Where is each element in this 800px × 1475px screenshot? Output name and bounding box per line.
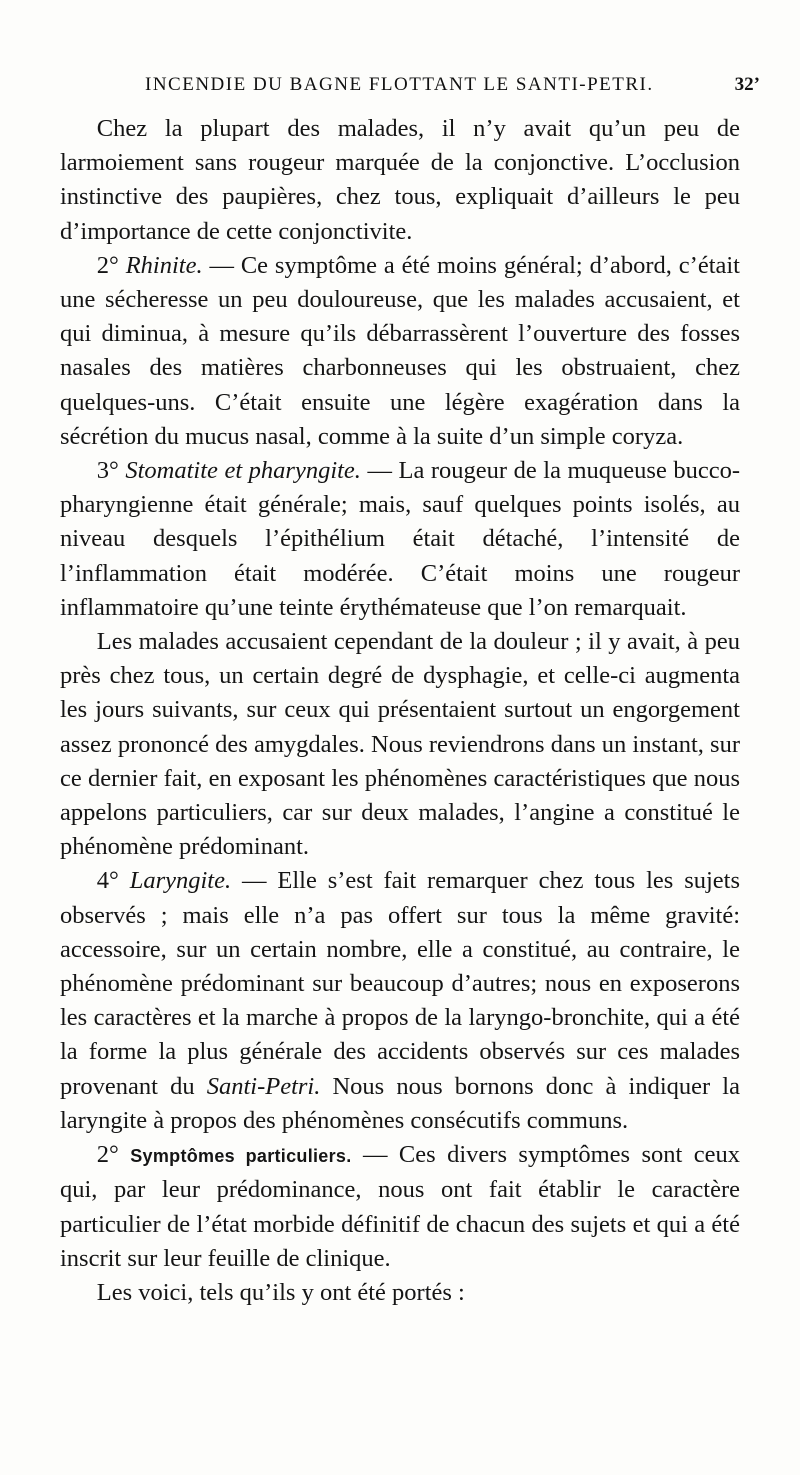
section-title: Stomatite et pharyngite. xyxy=(125,457,361,485)
paragraph-laryngite xyxy=(60,864,740,1138)
paragraph-text: Les malades accusaient cependant de la douleur ; il y avait, à peu près chez tous, un certain degré de dysphagie, et celle-ci augmenta les jours suivants, sur ceux qui présentaient surtout un engorgement assez prononcé des amygdales. Nous reviendrons dans un instant, sur ce dernier fait, en exposant les phénomènes caractéristiques que nous appelons particuliers, car sur deux malades, l’angine a constitué le phénomène prédominant. xyxy=(60,628,740,861)
paragraph-text: Les voici, tels qu’ils y ont été portés : xyxy=(96,1278,465,1306)
section-title: Symptômes particuliers. xyxy=(130,1146,352,1167)
paragraph-les-voici xyxy=(60,1276,740,1310)
running-title: INCENDIE DU BAGNE FLOTTANT LE SANTI-PETRI. xyxy=(145,74,654,95)
section-number: 4° xyxy=(96,867,119,895)
paragraph-conjonctivite xyxy=(60,112,740,249)
page-header xyxy=(60,74,760,104)
paragraph-text: — Ce symptôme a été moins général; d’abord, c’était une sécheresse un peu douloureuse, que les malades accusaient, et qui diminua, à mesure qu’ils débarrassèrent l’ouverture des fosses nasales des matières charbonneuses qui les obstruaient, chez quelques-uns. C’était ensuite une légère exagération dans la sécrétion du mucus nasal, comme à la suite d’un simple coryza. xyxy=(60,251,740,450)
section-number: 3° xyxy=(96,457,119,485)
section-number: 2° xyxy=(96,251,119,279)
paragraph-text: Chez la plupart des malades, il n’y avait qu’un peu de larmoiement sans rougeur marquée de la conjonctive. L’occlusion instinctive des paupières, chez tous, expliquait d’ailleurs le peu d’importance de cette conjonctivite. xyxy=(60,115,740,245)
paragraph-text: — La rougeur de la muqueuse bucco-pharyngienne était générale; mais, sauf quelques points isolés, au niveau desquels l’épithélium était détaché, l’intensité de l’inflammation était modérée. C’était moins une rougeur inflammatoire qu’une teinte érythémateuse que l’on remarquait. xyxy=(60,457,741,621)
body-text xyxy=(60,112,740,1310)
section-title: Laryngite. xyxy=(129,867,232,895)
page-number: 32’ xyxy=(734,74,760,95)
paragraph-stomatite xyxy=(60,454,740,625)
paragraph-text: — Elle s’est fait remarquer chez tous les sujets observés ; mais elle n’a pas offert sur tous la même gravité: accessoire, sur un certain nombre, elle a constitué, au contraire, le phénomène prédominant sur beaucoup d’autres; nous en exposerons les caractères et la marche à propos de la laryngo-bronchite, qui a été la forme la plus générale des accidents observés sur ces malades provenant du xyxy=(60,867,740,1100)
section-title: Rhinite. xyxy=(125,251,203,279)
paragraph-symptomes-particuliers xyxy=(60,1138,740,1276)
paragraph-text: — Ces divers symptômes sont ceux qui, par leur prédominance, nous ont fait établir le caractère particulier de l’état morbide définitif de chacun des sujets et qui a été inscrit sur leur feuille de clinique. xyxy=(60,1141,740,1272)
paragraph-rhinite xyxy=(60,249,740,454)
paragraph-text: Nous nous bornons donc à indiquer la laryngite à propos des phénomènes consécutifs communs. xyxy=(60,1072,740,1134)
ship-name: Santi-Petri. xyxy=(206,1072,321,1100)
section-number: 2° xyxy=(96,1141,119,1169)
paragraph-douleur xyxy=(60,625,740,864)
